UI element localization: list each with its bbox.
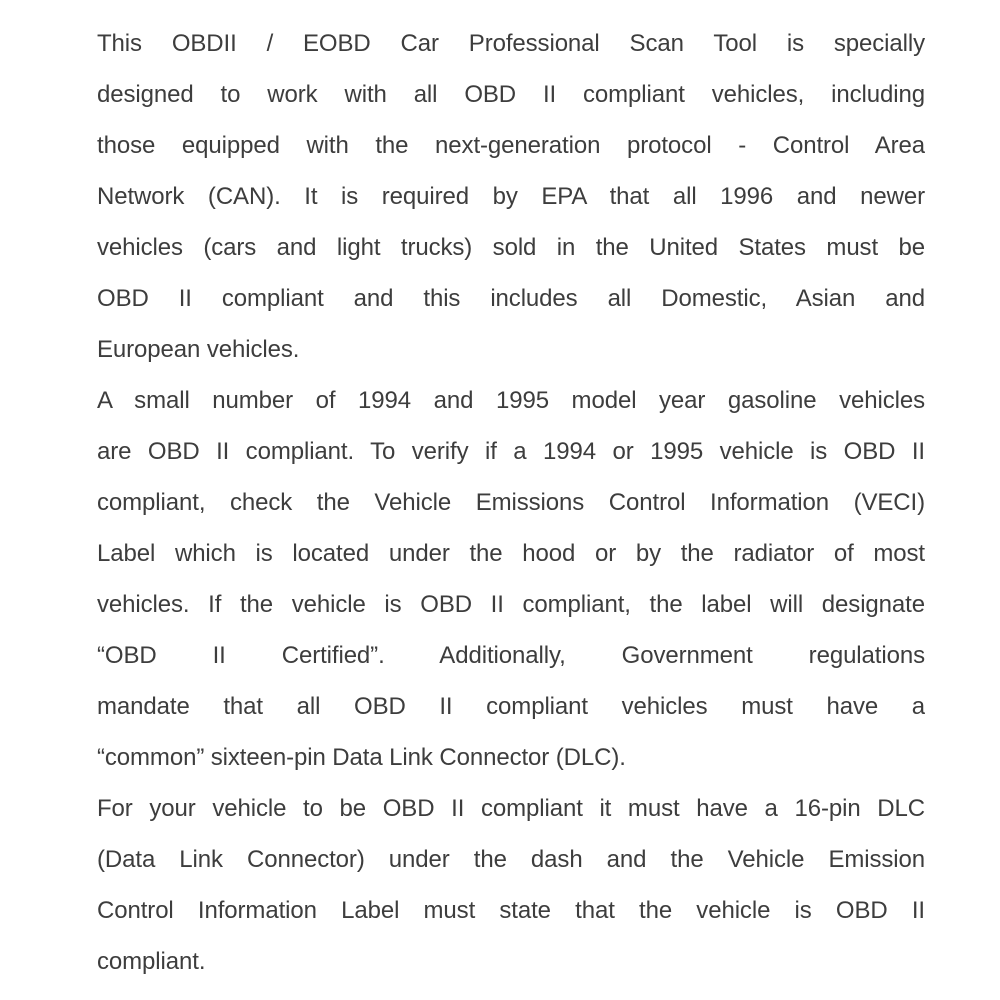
- text-line: This OBDII / EOBD Car Professional Scan Tool is specially: [97, 30, 925, 57]
- text-line: Network (CAN). It is required by EPA that all 1996 and newer: [97, 183, 925, 210]
- text-line: vehicles (cars and light trucks) sold in the United States must be: [97, 234, 925, 261]
- text-line: those equipped with the next-generation protocol - Control Area: [97, 132, 925, 159]
- text-line: OBD II compliant and this includes all Domestic, Asian and: [97, 285, 925, 312]
- text-line: mandate that all OBD II compliant vehicles must have a: [97, 693, 925, 720]
- text-line: (Data Link Connector) under the dash and the Vehicle Emission: [97, 846, 925, 873]
- paragraph-dlc-requirement: [97, 783, 925, 987]
- text-line: compliant, check the Vehicle Emissions Control Information (VECI): [97, 489, 925, 516]
- text-line: For your vehicle to be OBD II compliant it must have a 16-pin DLC: [97, 795, 925, 822]
- text-line: “OBD II Certified”. Additionally, Government regulations: [97, 642, 925, 669]
- text-line: are OBD II compliant. To verify if a 1994 or 1995 vehicle is OBD II: [97, 438, 925, 465]
- text-line: A small number of 1994 and 1995 model year gasoline vehicles: [97, 387, 925, 414]
- text-line: designed to work with all OBD II compliant vehicles, including: [97, 81, 925, 108]
- text-line: Control Information Label must state that the vehicle is OBD II: [97, 897, 925, 924]
- paragraph-1994-1995-compliance: [97, 375, 925, 783]
- text-line: compliant.: [97, 948, 206, 975]
- text-line: “common” sixteen-pin Data Link Connector (DLC).: [97, 744, 626, 771]
- text-line: vehicles. If the vehicle is OBD II compliant, the label will designate: [97, 591, 925, 618]
- text-line: European vehicles.: [97, 336, 300, 363]
- text-line: Label which is located under the hood or by the radiator of most: [97, 540, 925, 567]
- paragraph-obd-overview: [97, 18, 925, 375]
